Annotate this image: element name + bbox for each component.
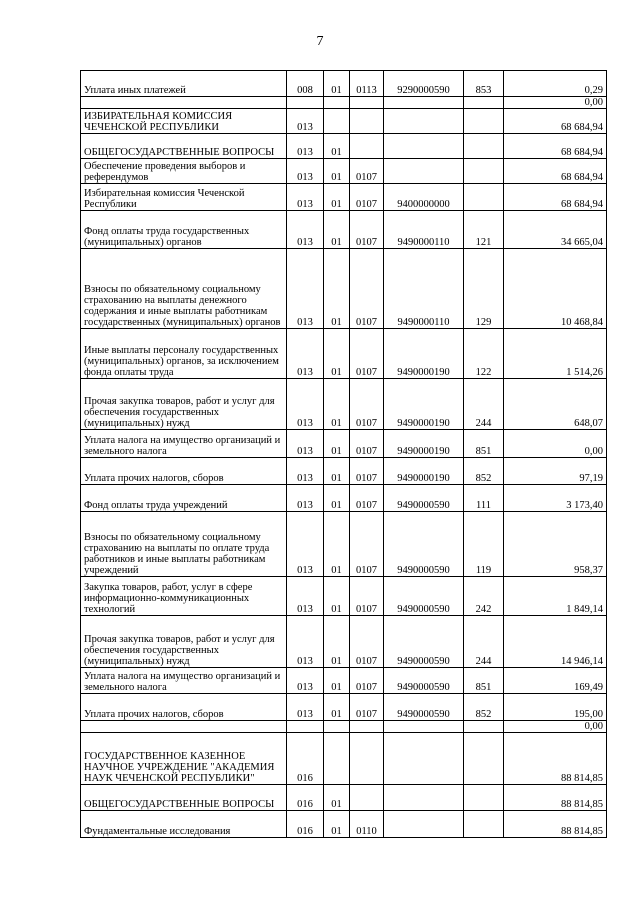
cell-prz [350, 97, 384, 109]
cell-prz: 0107 [350, 694, 384, 721]
cell-vr [464, 159, 504, 184]
cell-rz: 01 [324, 485, 350, 512]
cell-vr [464, 785, 504, 811]
cell-name: Фонд оплаты труда государственных (муниципальных) органов [81, 211, 287, 249]
cell-prz: 0107 [350, 184, 384, 211]
table-row [81, 249, 607, 329]
cell-csr: 9290000590 [384, 71, 464, 97]
cell-name: ГОСУДАРСТВЕННОЕ КАЗЕННОЕ НАУЧНОЕ УЧРЕЖДЕНИЕ "АКАДЕМИЯ НАУК ЧЕЧЕНСКОЙ РЕСПУБЛИКИ" [81, 733, 287, 785]
cell-grbs: 013 [287, 159, 324, 184]
cell-rz: 01 [324, 785, 350, 811]
cell-prz: 0107 [350, 458, 384, 485]
cell-csr: 9490000590 [384, 485, 464, 512]
table-row [81, 811, 607, 838]
cell-csr [384, 733, 464, 785]
table-row [81, 485, 607, 512]
cell-name: Иные выплаты персоналу государственных (муниципальных) органов, за исключением фонда оплаты труда [81, 329, 287, 379]
cell-sum: 169,49 [504, 668, 607, 694]
cell-sum: 88 814,85 [504, 811, 607, 838]
cell-rz: 01 [324, 184, 350, 211]
cell-name: ИЗБИРАТЕЛЬНАЯ КОМИССИЯ ЧЕЧЕНСКОЙ РЕСПУБЛИКИ [81, 109, 287, 134]
table-row [81, 159, 607, 184]
cell-sum: 97,19 [504, 458, 607, 485]
cell-name: Прочая закупка товаров, работ и услуг для обеспечения государственных (муниципальных) нужд [81, 379, 287, 430]
cell-rz: 01 [324, 329, 350, 379]
cell-vr: 852 [464, 694, 504, 721]
cell-csr: 9490000190 [384, 379, 464, 430]
cell-vr [464, 109, 504, 134]
cell-sum: 34 665,04 [504, 211, 607, 249]
cell-csr: 9490000590 [384, 512, 464, 577]
cell-prz [350, 134, 384, 159]
table-row [81, 694, 607, 721]
cell-vr [464, 733, 504, 785]
cell-rz: 01 [324, 430, 350, 458]
cell-prz [350, 109, 384, 134]
cell-grbs: 016 [287, 733, 324, 785]
cell-name: Уплата прочих налогов, сборов [81, 458, 287, 485]
cell-rz: 01 [324, 71, 350, 97]
cell-vr: 242 [464, 577, 504, 616]
cell-name: Уплата иных платежей [81, 71, 287, 97]
cell-name: Обеспечение проведения выборов и референдумов [81, 159, 287, 184]
cell-sum: 195,00 [504, 694, 607, 721]
cell-prz: 0107 [350, 379, 384, 430]
cell-grbs: 013 [287, 211, 324, 249]
cell-sum: 88 814,85 [504, 733, 607, 785]
cell-name: Уплата прочих налогов, сборов [81, 694, 287, 721]
cell-grbs [287, 97, 324, 109]
cell-prz: 0107 [350, 616, 384, 668]
table-row [81, 97, 607, 109]
cell-name [81, 97, 287, 109]
cell-rz: 01 [324, 458, 350, 485]
table-row [81, 430, 607, 458]
cell-prz: 0107 [350, 512, 384, 577]
cell-prz: 0107 [350, 159, 384, 184]
budget-table [80, 70, 607, 838]
cell-csr: 9490000590 [384, 668, 464, 694]
page-number: 7 [316, 34, 324, 49]
cell-name [81, 721, 287, 733]
table-row [81, 785, 607, 811]
cell-sum: 0,29 [504, 71, 607, 97]
cell-csr: 9490000590 [384, 577, 464, 616]
cell-prz [350, 733, 384, 785]
cell-name: Уплата налога на имущество организаций и земельного налога [81, 430, 287, 458]
cell-grbs: 013 [287, 668, 324, 694]
cell-csr: 9490000590 [384, 694, 464, 721]
table-row [81, 109, 607, 134]
cell-grbs: 013 [287, 512, 324, 577]
cell-vr: 129 [464, 249, 504, 329]
cell-grbs: 013 [287, 485, 324, 512]
cell-grbs: 013 [287, 577, 324, 616]
cell-csr [384, 721, 464, 733]
cell-name: Прочая закупка товаров, работ и услуг для обеспечения государственных (муниципальных) нужд [81, 616, 287, 668]
cell-grbs: 016 [287, 811, 324, 838]
cell-csr [384, 109, 464, 134]
cell-sum: 14 946,14 [504, 616, 607, 668]
cell-grbs: 013 [287, 134, 324, 159]
cell-csr [384, 134, 464, 159]
cell-rz [324, 109, 350, 134]
cell-vr: 851 [464, 668, 504, 694]
cell-rz: 01 [324, 159, 350, 184]
cell-grbs: 013 [287, 379, 324, 430]
cell-rz [324, 721, 350, 733]
table-row [81, 458, 607, 485]
cell-rz [324, 97, 350, 109]
cell-rz: 01 [324, 379, 350, 430]
cell-name: Фундаментальные исследования [81, 811, 287, 838]
cell-grbs: 013 [287, 329, 324, 379]
cell-prz: 0107 [350, 249, 384, 329]
cell-sum: 3 173,40 [504, 485, 607, 512]
cell-csr: 9490000190 [384, 430, 464, 458]
cell-grbs: 013 [287, 430, 324, 458]
cell-name: Уплата налога на имущество организаций и земельного налога [81, 668, 287, 694]
cell-prz: 0113 [350, 71, 384, 97]
cell-rz: 01 [324, 211, 350, 249]
cell-sum: 10 468,84 [504, 249, 607, 329]
cell-csr [384, 811, 464, 838]
cell-vr [464, 721, 504, 733]
cell-vr: 853 [464, 71, 504, 97]
cell-vr: 851 [464, 430, 504, 458]
table-row [81, 184, 607, 211]
table-row [81, 379, 607, 430]
cell-prz [350, 785, 384, 811]
cell-sum: 68 684,94 [504, 134, 607, 159]
table-row [81, 134, 607, 159]
table-row [81, 721, 607, 733]
table-row [81, 668, 607, 694]
cell-vr: 111 [464, 485, 504, 512]
cell-prz: 0107 [350, 430, 384, 458]
cell-vr [464, 184, 504, 211]
table-row [81, 733, 607, 785]
cell-rz: 01 [324, 811, 350, 838]
cell-sum: 1 849,14 [504, 577, 607, 616]
cell-prz: 0110 [350, 811, 384, 838]
cell-csr [384, 97, 464, 109]
cell-rz: 01 [324, 249, 350, 329]
cell-prz: 0107 [350, 329, 384, 379]
cell-grbs: 013 [287, 616, 324, 668]
cell-csr: 9490000190 [384, 329, 464, 379]
cell-rz: 01 [324, 512, 350, 577]
cell-name: ОБЩЕГОСУДАРСТВЕННЫЕ ВОПРОСЫ [81, 134, 287, 159]
cell-sum: 0,00 [504, 721, 607, 733]
cell-vr [464, 811, 504, 838]
table-row [81, 577, 607, 616]
cell-grbs [287, 721, 324, 733]
cell-grbs: 013 [287, 109, 324, 134]
cell-rz: 01 [324, 134, 350, 159]
cell-vr: 122 [464, 329, 504, 379]
cell-csr: 9490000190 [384, 458, 464, 485]
cell-grbs: 013 [287, 694, 324, 721]
cell-grbs: 013 [287, 458, 324, 485]
cell-sum: 88 814,85 [504, 785, 607, 811]
cell-vr [464, 134, 504, 159]
cell-sum: 0,00 [504, 430, 607, 458]
cell-grbs: 008 [287, 71, 324, 97]
cell-name: Взносы по обязательному социальному страхованию на выплаты денежного содержания и иные выплаты работникам государственных (муниципальных) органов [81, 249, 287, 329]
cell-vr: 119 [464, 512, 504, 577]
cell-sum: 68 684,94 [504, 159, 607, 184]
cell-sum: 958,37 [504, 512, 607, 577]
table-row [81, 71, 607, 97]
cell-csr: 9490000590 [384, 616, 464, 668]
cell-vr [464, 97, 504, 109]
table-row [81, 616, 607, 668]
cell-vr: 244 [464, 616, 504, 668]
cell-grbs: 013 [287, 184, 324, 211]
cell-name: ОБЩЕГОСУДАРСТВЕННЫЕ ВОПРОСЫ [81, 785, 287, 811]
table-row [81, 211, 607, 249]
cell-csr: 9490000110 [384, 249, 464, 329]
cell-prz: 0107 [350, 577, 384, 616]
cell-sum: 68 684,94 [504, 184, 607, 211]
cell-name: Взносы по обязательному социальному страхованию на выплаты по оплате труда работников и иные выплаты работникам учреждений [81, 512, 287, 577]
cell-rz: 01 [324, 616, 350, 668]
cell-rz: 01 [324, 694, 350, 721]
cell-prz: 0107 [350, 211, 384, 249]
cell-rz: 01 [324, 668, 350, 694]
cell-sum: 0,00 [504, 97, 607, 109]
cell-csr [384, 785, 464, 811]
cell-prz: 0107 [350, 485, 384, 512]
cell-name: Закупка товаров, работ, услуг в сфере информационно-коммуникационных технологий [81, 577, 287, 616]
cell-grbs: 013 [287, 249, 324, 329]
cell-vr: 852 [464, 458, 504, 485]
cell-rz: 01 [324, 577, 350, 616]
cell-sum: 648,07 [504, 379, 607, 430]
cell-sum: 1 514,26 [504, 329, 607, 379]
cell-csr: 9400000000 [384, 184, 464, 211]
cell-vr: 244 [464, 379, 504, 430]
cell-rz [324, 733, 350, 785]
cell-prz [350, 721, 384, 733]
table-row [81, 329, 607, 379]
cell-sum: 68 684,94 [504, 109, 607, 134]
cell-name: Фонд оплаты труда учреждений [81, 485, 287, 512]
cell-vr: 121 [464, 211, 504, 249]
cell-grbs: 016 [287, 785, 324, 811]
cell-name: Избирательная комиссия Чеченской Республики [81, 184, 287, 211]
cell-csr [384, 159, 464, 184]
cell-prz: 0107 [350, 668, 384, 694]
cell-csr: 9490000110 [384, 211, 464, 249]
table-row [81, 512, 607, 577]
